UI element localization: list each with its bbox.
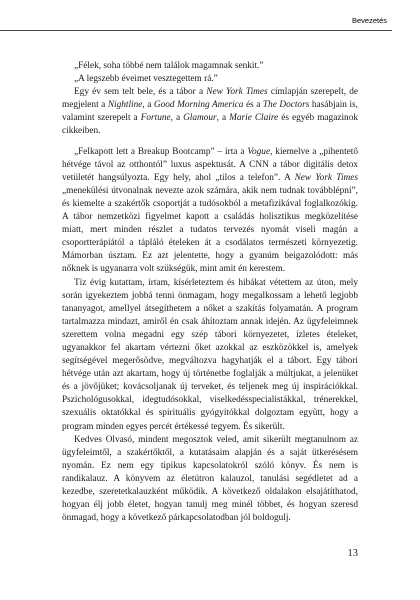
running-header: Bevezetés — [351, 16, 387, 25]
paragraph-research: Tíz évig kutattam, írtam, kísérleteztem és hibákat vétettem az úton, mely során igyekeztem jobbá tenni önmagam, hogy megalkossam a lehető legjobb tananyagot, amellyel átsegíthetem a nőket a szakítás folyamatán. A program tartalmazza mindazt, amiről én csak áhítoztam annak idején. Az ügyfeleimnek szerettem volna megadni egy szép tábori környezetet, ízletes ételeket, ugyanakkor fel akartam vértezni őket azokkal az eszközökkel is, amelyek segítségével megerősödve, megváltozva hagyhatják el a tábort. Egy tábori hétvége után azt akartam, hogy új történetbe foglalják a múltjukat, a jelenüket és a jövőjüket; kovácsoljanak új terveket, és teljenek meg új inspirációkkal. Pszichológusokkal, idegtudósokkal, viselkedésspecialistákkal, trénerekkel, szexuális oktatókkal és spirituális gyógyítókkal dolgoztam együtt, hogy a program minden egyes percét értékessé tegyem. És sikerült. — [62, 277, 358, 432]
quote-paragraph-2: „A legszebb éveimet vesztegettem rá.” — [74, 74, 218, 85]
paragraph-dear-reader: Kedves Olvasó, mindent megosztok veled, amit sikerült megtanulnom az ügyfeleimtől, a szakértőktől, a kutatásaim alapján és a saját ütkerésésem nyomán. Ez nem egy tipikus kapcsolatokról szóló könyv. És nem is randikalauz. A könyvem az életútron kalauzol, tanulási segédletet ad a kezedbe, szeretetkalauzként működik. A következő oldalakon elsajátíthatod, hogyan élj jobb életet, hogyan tanulj meg minél többet, és hogyan szeresd önmagad, hogy a következő párkapcsolatodban jól boldogulj. — [62, 434, 358, 524]
quote-paragraph-1: „Félek, soha többé nem találok magamnak senkit.” — [74, 61, 264, 71]
paragraph-press-quotes: „Felkapott lett a Breakup Bootcamp” – írta a Vogue, kiemelve a „pihentető hétvége távol az otthontól” luxus aspektusát. A CNN a tábor digitális detox vetületét hangsúlyozta. Egy hely, ahol „tilos a telefon”. A New York Times „menekülési útvonalnak nevezte azok számára, akik nem tudnak továbblépni”, és kiemelte a szakértők csoportját a tudósokból a metafizikával foglalkozókig. A tábor nemzetközi figyelmet kapott a családás holisztikus megközelítése miatt, mert minden részlet a tudatos tervezés nyomát viseli magán a csoportterápiától a tápláló ételeken át a csodálatos természeti környezetig. Mámorban úsztam. Ez azt jelentette, hogy a gyanúm beigazolódott: más nőknek is ugyanarra volt szükségük, mint amit én kerestem. — [62, 146, 359, 275]
header-divider — [0, 30, 392, 31]
page-number: 13 — [347, 548, 358, 559]
body-text — [62, 60, 358, 525]
paragraph-media-coverage: Egy év sem telt bele, és a tábor a New York Times címlapján szerepelt, de megjelent a Nightline, a Good Morning America és a The Doctors hasábjain is, valamint szerepelt a Fortune, a Glamour, a Marie Claire és egyéb magazinok cikkeiben. — [62, 87, 359, 137]
